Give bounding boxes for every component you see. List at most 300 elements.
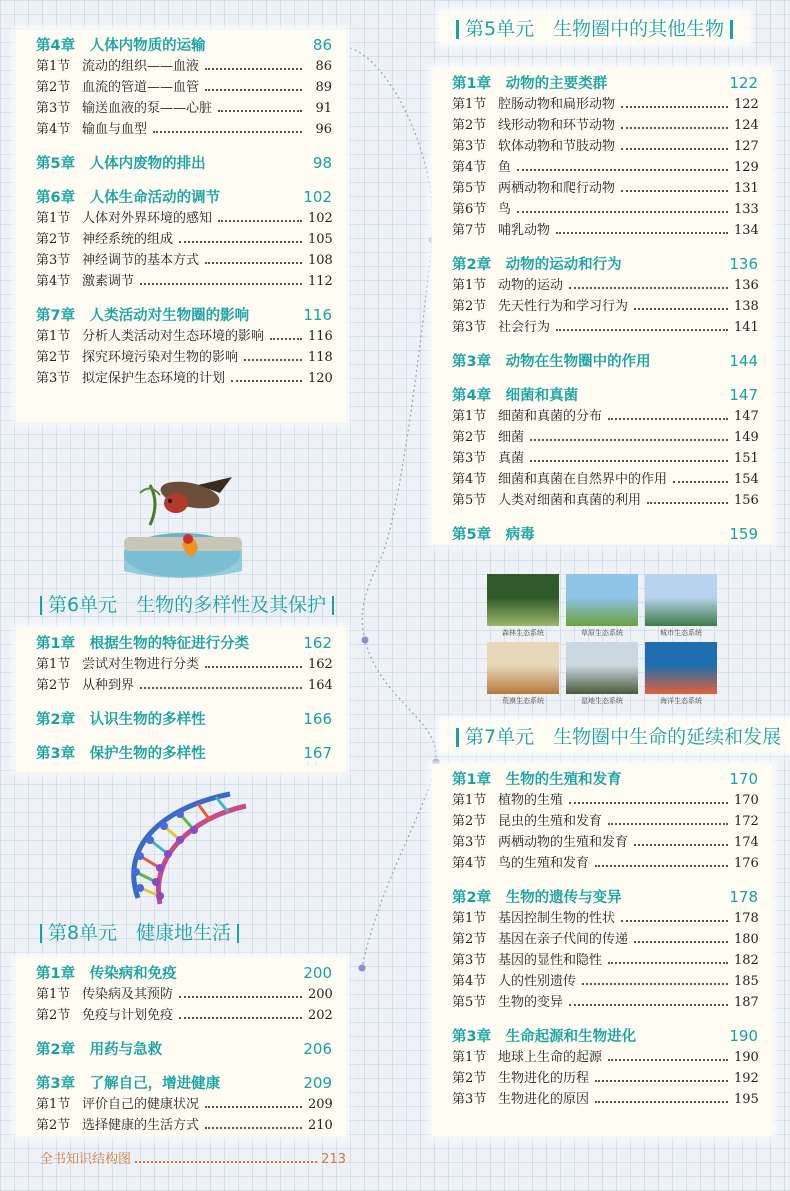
section-page: 182 <box>734 953 759 968</box>
section-row <box>452 275 758 296</box>
chapter-title: 第3章 生命起源和生物进化 <box>452 1029 637 1045</box>
section-title: 细菌 <box>498 430 525 445</box>
section-number: 第1节 <box>452 1050 487 1065</box>
section-page: 120 <box>308 371 333 386</box>
section-title: 血流的管道——血管 <box>82 80 200 95</box>
section-number: 第3节 <box>452 320 487 335</box>
section-row <box>452 220 758 241</box>
section-row <box>36 119 332 140</box>
section-title: 尝试对生物进行分类 <box>82 657 200 672</box>
chapter-heading <box>36 304 332 326</box>
chapter-page: 159 <box>729 525 758 543</box>
chapter-title: 第2章 用药与急救 <box>36 1042 163 1058</box>
dot-leader <box>179 996 302 998</box>
section-title: 基因控制生物的性状 <box>498 911 616 926</box>
ecosystem-photo <box>645 574 717 626</box>
section-title: 人体对外界环境的感知 <box>82 211 213 226</box>
section-row <box>452 1089 758 1110</box>
section-number: 第2节 <box>36 232 71 247</box>
chapter-heading <box>36 186 332 208</box>
dot-leader <box>621 106 728 108</box>
section-page: 124 <box>734 118 759 133</box>
dot-leader <box>556 232 728 234</box>
unit6-title: 第6单元 生物的多样性及其保护 <box>24 588 350 619</box>
chapter-heading <box>452 72 758 94</box>
section-row <box>36 984 332 1005</box>
section-number: 第1节 <box>452 911 487 926</box>
dot-leader <box>530 439 728 441</box>
section-page: 209 <box>308 1097 333 1112</box>
section-number: 第1节 <box>36 329 71 344</box>
section-number: 第1节 <box>452 409 487 424</box>
chapter-page: 190 <box>729 1027 758 1045</box>
chapter-page: 170 <box>729 770 758 788</box>
dot-leader <box>608 418 728 420</box>
chapter-page: 102 <box>303 188 332 206</box>
section-title: 细菌和真菌的分布 <box>498 409 603 424</box>
section-page: 118 <box>308 350 333 365</box>
chapter-title: 第7章 人类活动对生物圈的影响 <box>36 308 250 324</box>
chapter-page: 206 <box>303 1040 332 1058</box>
section-page: 190 <box>734 1050 759 1065</box>
section-number: 第2节 <box>36 1118 71 1133</box>
dot-leader <box>205 1127 302 1129</box>
section-number: 第1节 <box>452 793 487 808</box>
unit7-toc-card <box>432 764 772 1136</box>
chapter-heading <box>452 384 758 406</box>
chapter-heading <box>36 632 332 654</box>
section-title: 生物的变异 <box>498 995 564 1010</box>
ecosystem-photo <box>645 642 717 694</box>
section-page: 112 <box>308 274 333 289</box>
chapter-page: 144 <box>729 352 758 370</box>
unit8-toc-card <box>16 958 346 1136</box>
section-page: 105 <box>308 232 333 247</box>
section-row <box>452 199 758 220</box>
dot-leader <box>218 110 302 112</box>
section-row <box>36 1115 332 1136</box>
dot-leader <box>634 844 728 846</box>
dot-leader <box>634 941 728 943</box>
section-number: 第3节 <box>452 1092 487 1107</box>
section-number: 第2节 <box>36 80 71 95</box>
section-page: 108 <box>308 253 333 268</box>
section-row <box>36 250 332 271</box>
section-page: 138 <box>734 299 759 314</box>
section-number: 第2节 <box>36 350 71 365</box>
section-row <box>36 208 332 229</box>
section-page: 164 <box>308 678 333 693</box>
section-number: 第2节 <box>452 430 487 445</box>
ecosystem-photo <box>566 574 638 626</box>
section-number: 第1节 <box>36 657 71 672</box>
dot-leader <box>647 502 728 504</box>
section-row <box>452 178 758 199</box>
section-row <box>452 1047 758 1068</box>
section-row <box>36 98 332 119</box>
chapter-title: 第6章 人体生命活动的调节 <box>36 190 221 206</box>
dot-leader <box>244 359 302 361</box>
section-number: 第4节 <box>36 122 71 137</box>
section-page: 131 <box>734 181 759 196</box>
section-page: 147 <box>734 409 759 424</box>
section-row <box>452 811 758 832</box>
section-page: 192 <box>734 1071 759 1086</box>
section-page: 91 <box>315 101 332 116</box>
unit6-toc-card <box>16 628 346 772</box>
section-title: 动物的运动 <box>498 278 564 293</box>
section-number: 第2节 <box>452 932 487 947</box>
dot-leader <box>205 1106 302 1108</box>
section-page: 154 <box>734 472 759 487</box>
section-title: 两栖动物的生殖和发育 <box>498 835 629 850</box>
section-number: 第2节 <box>452 299 487 314</box>
chapter-page: 167 <box>303 744 332 762</box>
chapter-title: 第2章 认识生物的多样性 <box>36 712 206 728</box>
dot-leader <box>595 1101 728 1103</box>
section-number: 第1节 <box>452 278 487 293</box>
section-title: 免疫与计划免疫 <box>82 1008 174 1023</box>
section-number: 第4节 <box>452 472 487 487</box>
section-page: 176 <box>734 856 759 871</box>
dot-leader <box>205 89 302 91</box>
footer-label: 全书知识结构图 <box>40 1152 132 1167</box>
bird-drinking-illustration <box>120 475 250 580</box>
section-title: 输血与血型 <box>82 122 148 137</box>
section-number: 第3节 <box>452 451 487 466</box>
section-number: 第6节 <box>452 202 487 217</box>
chapter-heading <box>452 523 758 545</box>
section-title: 鸟 <box>498 202 512 217</box>
chapter-page: 86 <box>312 36 332 54</box>
dot-leader <box>621 148 728 150</box>
chapter-title: 第1章 生物的生殖和发育 <box>452 772 622 788</box>
chapter-heading <box>36 1072 332 1094</box>
dot-leader <box>621 920 728 922</box>
section-title: 先天性行为和学习行为 <box>498 299 629 314</box>
chapter-title: 第5章 病毒 <box>452 527 535 543</box>
dot-leader <box>556 329 728 331</box>
ecosystem-caption: 荒漠生态系统 <box>502 697 544 705</box>
ecosystem-caption: 城市生态系统 <box>660 629 702 637</box>
section-row <box>36 77 332 98</box>
dot-leader <box>530 460 728 462</box>
section-number: 第3节 <box>36 101 71 116</box>
chapter-page: 178 <box>729 888 758 906</box>
section-title: 神经系统的组成 <box>82 232 174 247</box>
dot-leader <box>153 131 302 133</box>
unit4-toc-card <box>16 30 346 422</box>
section-page: 86 <box>315 59 332 74</box>
chapter-page: 162 <box>303 634 332 652</box>
dot-leader <box>621 127 728 129</box>
section-page: 156 <box>734 493 759 508</box>
ecosystem-caption: 海洋生态系统 <box>660 697 702 705</box>
ecosystem-caption: 森林生态系统 <box>502 629 544 637</box>
chapter-page: 147 <box>729 386 758 404</box>
section-row <box>452 115 758 136</box>
chapter-page: 116 <box>303 306 332 324</box>
section-row <box>452 971 758 992</box>
dot-leader <box>595 1080 728 1082</box>
section-number: 第2节 <box>452 118 487 133</box>
section-page: 174 <box>734 835 759 850</box>
section-row <box>452 832 758 853</box>
section-row <box>452 790 758 811</box>
dot-leader <box>270 338 302 340</box>
section-title: 基因在亲子代间的传递 <box>498 932 629 947</box>
section-page: 170 <box>734 793 759 808</box>
section-title: 人的性别遗传 <box>498 974 577 989</box>
dot-leader <box>595 865 728 867</box>
section-number: 第3节 <box>452 835 487 850</box>
section-row <box>452 490 758 511</box>
section-title: 流动的组织——血液 <box>82 59 200 74</box>
dot-leader <box>608 823 728 825</box>
chapter-title: 第1章 传染病和免疫 <box>36 966 177 982</box>
unit8-title: 第8单元 健康地生活 <box>24 916 255 947</box>
section-title: 生物进化的历程 <box>498 1071 590 1086</box>
section-number: 第2节 <box>36 1008 71 1023</box>
section-row <box>452 469 758 490</box>
section-page: 178 <box>734 911 759 926</box>
section-row <box>36 675 332 696</box>
dot-leader <box>608 1059 728 1061</box>
section-row <box>452 427 758 448</box>
chapter-title: 第1章 根据生物的特征进行分类 <box>36 636 250 652</box>
footer-leader <box>135 1161 317 1163</box>
dot-leader <box>517 211 728 213</box>
section-row <box>452 929 758 950</box>
section-number: 第4节 <box>452 856 487 871</box>
section-page: 187 <box>734 995 759 1010</box>
section-page: 102 <box>308 211 333 226</box>
unit5-toc-card <box>432 68 772 544</box>
section-page: 202 <box>308 1008 333 1023</box>
section-number: 第2节 <box>452 1071 487 1086</box>
chapter-heading <box>36 962 332 984</box>
section-row <box>452 94 758 115</box>
section-number: 第1节 <box>452 97 487 112</box>
chapter-heading <box>36 34 332 56</box>
chapter-page: 122 <box>729 74 758 92</box>
section-row <box>36 1005 332 1026</box>
section-title: 线形动物和环节动物 <box>498 118 616 133</box>
section-row <box>452 992 758 1013</box>
chapter-page: 136 <box>729 255 758 273</box>
section-page: 200 <box>308 987 333 1002</box>
section-number: 第2节 <box>36 678 71 693</box>
dot-leader <box>569 802 728 804</box>
section-title: 输送血液的泵——心脏 <box>82 101 213 116</box>
section-title: 传染病及其预防 <box>82 987 174 1002</box>
section-number: 第3节 <box>36 371 71 386</box>
section-title: 细菌和真菌在自然界中的作用 <box>498 472 668 487</box>
section-title: 鱼 <box>498 160 512 175</box>
section-row <box>36 56 332 77</box>
section-row <box>452 136 758 157</box>
section-page: 122 <box>734 97 759 112</box>
section-row <box>452 1068 758 1089</box>
section-title: 评价自己的健康状况 <box>82 1097 200 1112</box>
section-page: 162 <box>308 657 333 672</box>
chapter-title: 第3章 动物在生物圈中的作用 <box>452 354 651 370</box>
section-title: 哺乳动物 <box>498 223 551 238</box>
dot-leader <box>179 1017 302 1019</box>
section-page: 195 <box>734 1092 759 1107</box>
ecosystem-photo <box>487 574 559 626</box>
section-title: 探究环境污染对生物的影响 <box>82 350 239 365</box>
section-page: 89 <box>315 80 332 95</box>
section-row <box>36 1094 332 1115</box>
dot-leader <box>634 308 728 310</box>
section-page: 133 <box>734 202 759 217</box>
section-row <box>36 654 332 675</box>
section-number: 第4节 <box>452 974 487 989</box>
dot-leader <box>582 983 728 985</box>
section-number: 第5节 <box>452 181 487 196</box>
section-page: 134 <box>734 223 759 238</box>
section-row <box>452 950 758 971</box>
chapter-heading <box>36 1038 332 1060</box>
section-row <box>452 406 758 427</box>
section-page: 151 <box>734 451 759 466</box>
section-number: 第7节 <box>452 223 487 238</box>
section-number: 第3节 <box>36 253 71 268</box>
ecosystem-photo <box>487 642 559 694</box>
dot-leader <box>140 687 302 689</box>
chapter-heading <box>452 350 758 372</box>
footer-page: 213 <box>321 1152 346 1167</box>
section-page: 149 <box>734 430 759 445</box>
dot-leader <box>140 283 302 285</box>
section-page: 210 <box>308 1118 333 1133</box>
chapter-title: 第4章 人体内物质的运输 <box>36 38 206 54</box>
section-title: 昆虫的生殖和发育 <box>498 814 603 829</box>
dot-leader <box>205 666 302 668</box>
section-title: 社会行为 <box>498 320 551 335</box>
section-title: 地球上生命的起源 <box>498 1050 603 1065</box>
section-title: 激素调节 <box>82 274 135 289</box>
dot-leader <box>218 220 302 222</box>
dot-leader <box>608 962 728 964</box>
section-page: 96 <box>315 122 332 137</box>
dot-leader <box>205 68 302 70</box>
chapter-title: 第2章 生物的遗传与变异 <box>452 890 622 906</box>
section-number: 第5节 <box>452 493 487 508</box>
section-row <box>452 448 758 469</box>
section-page: 116 <box>308 329 333 344</box>
ecosystem-caption: 湿地生态系统 <box>581 697 623 705</box>
section-number: 第1节 <box>36 59 71 74</box>
section-page: 141 <box>734 320 759 335</box>
section-page: 136 <box>734 278 759 293</box>
section-title: 分析人类活动对生态环境的影响 <box>82 329 265 344</box>
dot-leader <box>205 262 302 264</box>
ecosystem-photo <box>566 642 638 694</box>
section-title: 拟定保护生态环境的计划 <box>82 371 226 386</box>
chapter-title: 第3章 了解自己，增进健康 <box>36 1076 221 1092</box>
dot-leader <box>673 481 728 483</box>
section-title: 植物的生殖 <box>498 793 564 808</box>
section-row <box>36 271 332 292</box>
dot-leader <box>231 380 302 382</box>
chapter-page: 200 <box>303 964 332 982</box>
chapter-page: 166 <box>303 710 332 728</box>
section-row <box>452 296 758 317</box>
section-number: 第4节 <box>36 274 71 289</box>
section-row <box>452 853 758 874</box>
section-number: 第1节 <box>36 1097 71 1112</box>
chapter-heading <box>452 1025 758 1047</box>
section-page: 185 <box>734 974 759 989</box>
section-title: 从种到界 <box>82 678 135 693</box>
section-page: 180 <box>734 932 759 947</box>
section-row <box>452 317 758 338</box>
section-page: 127 <box>734 139 759 154</box>
section-title: 腔肠动物和扁形动物 <box>498 97 616 112</box>
chapter-heading <box>36 152 332 174</box>
ecosystem-caption: 草原生态系统 <box>581 629 623 637</box>
section-title: 两栖动物和爬行动物 <box>498 181 616 196</box>
section-number: 第3节 <box>452 953 487 968</box>
dot-leader <box>569 287 728 289</box>
dot-leader <box>621 190 728 192</box>
section-title: 软体动物和节肢动物 <box>498 139 616 154</box>
chapter-title: 第2章 动物的运动和行为 <box>452 257 622 273</box>
section-title: 真菌 <box>498 451 525 466</box>
knowledge-map-footer <box>40 1148 346 1167</box>
section-row <box>36 326 332 347</box>
unit5-title: 第5单元 生物圈中的其他生物 <box>440 12 749 43</box>
section-title: 基因的显性和隐性 <box>498 953 603 968</box>
chapter-page: 98 <box>312 154 332 172</box>
unit7-title: 第7单元 生物圈中生命的延续和发展 <box>440 720 790 751</box>
chapter-title: 第1章 动物的主要类群 <box>452 76 608 92</box>
chapter-heading <box>36 708 332 730</box>
section-number: 第4节 <box>452 160 487 175</box>
section-row <box>452 157 758 178</box>
section-row <box>36 229 332 250</box>
section-page: 129 <box>734 160 759 175</box>
section-number: 第5节 <box>452 995 487 1010</box>
section-number: 第1节 <box>36 211 71 226</box>
section-number: 第1节 <box>36 987 71 1002</box>
dot-leader <box>517 169 728 171</box>
chapter-heading <box>452 768 758 790</box>
dot-leader <box>569 1004 728 1006</box>
chapter-heading <box>452 886 758 908</box>
chapter-page: 209 <box>303 1074 332 1092</box>
chapter-heading <box>452 253 758 275</box>
section-title: 鸟的生殖和发育 <box>498 856 590 871</box>
chapter-title: 第3章 保护生物的多样性 <box>36 746 206 762</box>
section-title: 选择健康的生活方式 <box>82 1118 200 1133</box>
section-title: 生物进化的原因 <box>498 1092 590 1107</box>
dot-leader <box>179 241 302 243</box>
chapter-heading <box>36 742 332 764</box>
chapter-title: 第4章 细菌和真菌 <box>452 388 579 404</box>
section-row <box>36 347 332 368</box>
section-number: 第2节 <box>452 814 487 829</box>
section-page: 172 <box>734 814 759 829</box>
dna-helix-illustration <box>120 788 260 908</box>
section-title: 神经调节的基本方式 <box>82 253 200 268</box>
section-title: 人类对细菌和真菌的利用 <box>498 493 642 508</box>
section-row <box>36 368 332 389</box>
section-row <box>452 908 758 929</box>
section-number: 第3节 <box>452 139 487 154</box>
